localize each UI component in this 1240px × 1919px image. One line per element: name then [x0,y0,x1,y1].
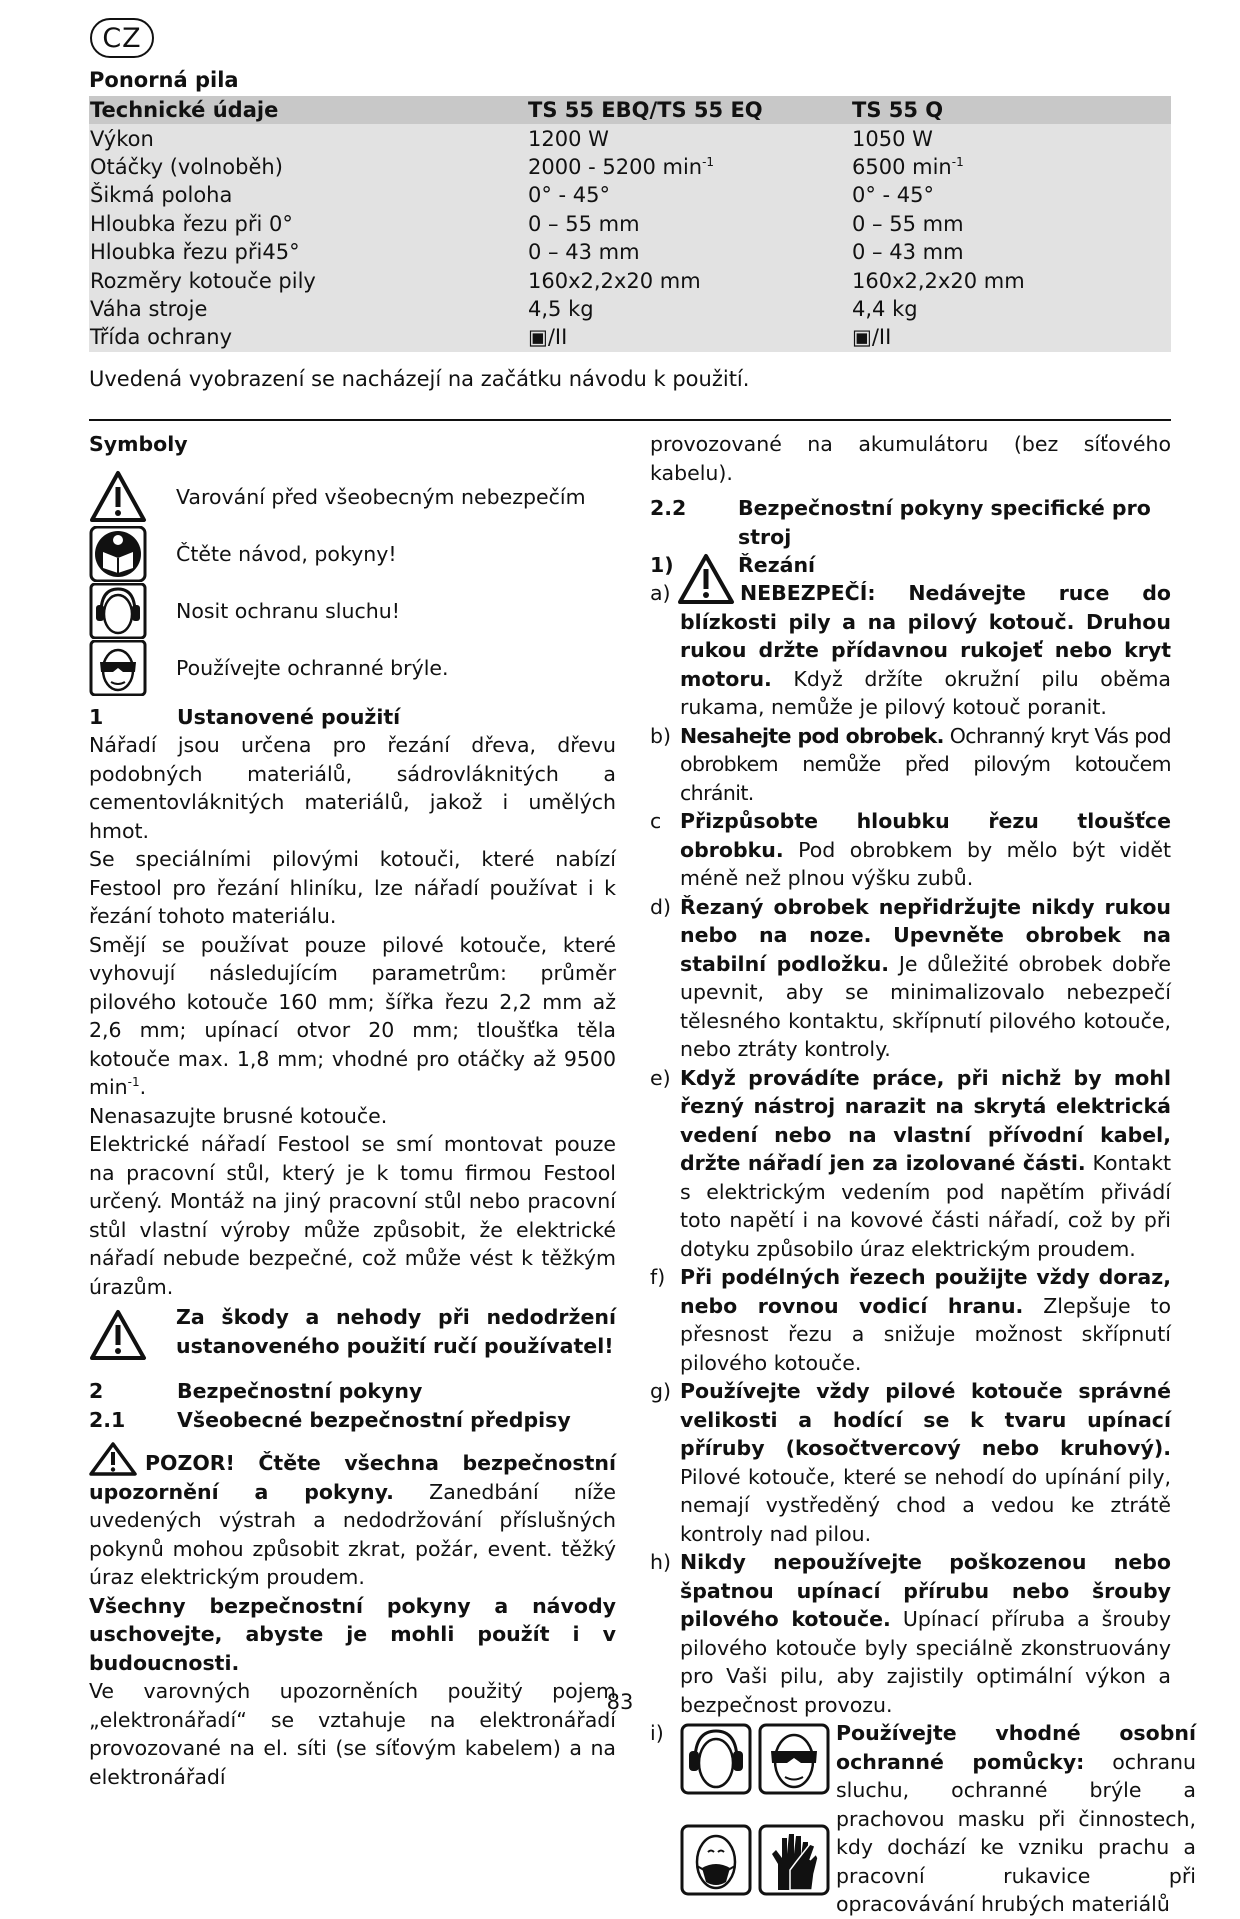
spec-cell: ▣/II [851,323,1171,351]
superscript: -1 [127,1075,140,1090]
list-item [650,1377,1171,1548]
item-bold: NEBEZPEČÍ: Nedávejte ruce do blízkosti pily a na pilový kotouč. Druhou rukou držte přídavnou rukojeť nebo kryt motoru. [680,581,1171,691]
spec-cell: Rozměry kotouče pily [89,266,527,294]
item-rest: Když držíte okružní pilu oběma rukama, nemůže je pilový kotouč poranit. [680,666,1171,719]
symbol-row [89,583,616,640]
paragraph: Se speciálními pilovými kotouči, které nabízí Festool pro řezání hliníku, lze nářadí používat i k řezání tohoto materiálu. [89,847,616,928]
paragraph: Nářadí jsou určena pro řezání dřeva, dřevu podobných materiálů, sádrovláknitých a cementovláknitých materiálů, jakož i umělých hmot. [89,733,616,843]
paragraph-end: . [139,1075,147,1099]
spec-header-cell: TS 55 EBQ/TS 55 EQ [527,96,851,124]
item-text [680,1263,1171,1377]
item-rest: Pilové kotouče, které se nehodí do upínání pily, nemají vystředěný chod a vedou ke ztrátě kontroly nad pilou. [680,1464,1171,1546]
paragraph-text: Zanedbání níže uvedených výstrah a nedodržování příslušných pokynů mohou způsobit zkrat, požár, event. těžký úraz elektrickým proudem. [89,1479,616,1589]
symbol-row [89,640,616,697]
spec-cell [527,153,851,181]
spec-cell [851,153,1171,181]
spec-cell: 1200 W [527,124,851,152]
spec-value: 2000 - 5200 min [528,154,703,179]
section-number: 2.2 [650,496,687,520]
item-bold: Řezaný obrobek nepřidržujte nikdy rukou nebo na noze. Upevněte obrobek na stabilní podložku. [680,894,1171,976]
list-item [650,1719,1196,1919]
warning-triangle-icon [89,469,147,525]
item-bold: Když provádíte práce, při nichž by mohl řezný nástroj narazit na skrytá elektrická vedení nebo na vlastní přívodní kabel, držte nářadí jen za izolované části. [680,1065,1171,1175]
paragraph: Nenasazujte brusné kotouče. [89,1103,388,1128]
section-number: 2 [89,1379,104,1403]
symbol-label: Čtěte návod, pokyny! [176,541,397,566]
superscript: -1 [702,154,715,169]
spec-row [89,210,1171,238]
spec-row [89,266,1171,294]
item-rest: Je důležité obrobek dobře upevnit, aby se minimalizovalo nebezpečí tělesného kontaktu, skřípnutí pilového kotouče, nebo ztráty kontroly. [680,951,1172,1061]
item-text [680,1377,1171,1548]
item-bold: Nikdy nepoužívejte poškozenou nebo špatnou upínací přírubu nebo šrouby pilového kotouče. [680,1550,1171,1631]
warning-block [89,1303,616,1363]
item-text [680,722,1171,808]
spec-cell: Třída ochrany [89,323,527,351]
spec-cell: 0 – 55 mm [527,210,851,238]
spec-cell: 0 – 55 mm [851,210,1171,238]
language-badge [90,18,154,58]
warning-triangle-icon [89,1309,147,1361]
spec-cell: 160x2,2x20 mm [851,266,1171,294]
spec-cell: 1050 W [851,124,1171,152]
spec-cell: ▣/II [527,323,851,351]
spec-cell: 0 – 43 mm [527,238,851,266]
spec-cell: Šikmá poloha [89,181,527,209]
spec-row [89,153,1171,181]
spec-cell: 160x2,2x20 mm [527,266,851,294]
spec-header-cell: Technické údaje [89,96,527,124]
gloves-icon [758,1824,830,1896]
divider [89,419,1171,421]
intro-text: Uvedená vyobrazení se nacházejí na začátku návodu k použití. [89,367,750,391]
spec-row [89,323,1171,351]
item-label: d) [650,894,672,919]
item-bold: Používejte vždy pilové kotouče správné velikosti a hodící se k tvaru upínací příruby (kosočtvercový nebo kruhový). [680,1379,1171,1460]
subsection-heading [650,494,1171,551]
list-item [650,807,1171,893]
section-title: Ustanovené použití [177,704,401,729]
ppe-block [680,1719,1196,1919]
item-bold: Používejte vhodné osobní ochranné pomůcky: [836,1721,1196,1774]
item-rest: Kontakt s elektrickým vedením pod napětím přivádí toto napětí i na kovové části nářadí, což by při dotyku způsobilo úraz elektrickým proudem. [680,1151,1172,1261]
spec-cell: 0 – 43 mm [851,238,1171,266]
paragraph [89,931,616,1102]
section-title: Všeobecné bezpečnostní předpisy [177,1407,571,1432]
safety-goggles-icon [89,640,147,696]
document-title: Ponorná pila [89,68,239,92]
spec-row [89,238,1171,266]
safety-goggles-icon [758,1723,830,1795]
item-rest: Zlepšuje to přesnost řezu a snižuje možnost skřípnutí pilového kotouče. [680,1293,1171,1375]
ear-protection-icon [680,1723,752,1795]
item-label: a) [650,581,671,605]
section-number: 2.1 [89,1407,126,1432]
item-text [680,893,1171,1064]
spec-row [89,124,1171,152]
item-text [680,579,1171,722]
read-manual-icon [89,526,147,582]
ear-protection-icon [89,583,147,639]
spec-header-row [89,96,1171,124]
section-title: Bezpečnostní pokyny [177,1379,423,1403]
paragraph [89,1442,616,1592]
paragraph: Elektrické nářadí Festool se smí montovat pouze na pracovní stůl, který je k tomu firmou Festool určený. Montáž na jiný pracovní stůl nebo pracovní stůl vlastní výroby může způsobit, že elektrické nářadí nebude bezpečné, což může vést k těžkým úrazům. [89,1132,616,1299]
item-rest: Upínací příruba a šrouby pilového kotouče byly speciálně zkonstruovány pro Vaši pilu, aby zajistily optimální výkon a bezpečnost provozu. [680,1607,1171,1717]
symbol-row [89,469,616,526]
subsection-heading [89,1406,616,1435]
list-item [650,1064,1171,1264]
symbol-label: Používejte ochranné brýle. [176,655,449,680]
item-text [680,1064,1171,1264]
section-number: 1 [89,704,104,729]
item-rest: ochranu sluchu, ochranné brýle a prachovou masku při činnostech, kdy dochází ke vzniku prachu a pracovní rukavice při opracovávání hrubých materiálů [836,1749,1196,1916]
superscript: -1 [951,154,964,169]
symbols-heading: Symboly [89,432,188,456]
item-bold: Nesahejte pod obrobek. [680,723,944,748]
spec-table [89,96,1171,352]
warning-triangle-icon [89,1442,137,1476]
item-bold: Přizpůsobte hloubku řezu tloušťce obrobku. [680,809,1171,862]
section-number: 1) [650,553,674,577]
section-heading [89,1377,616,1406]
spec-cell: 4,4 kg [851,295,1171,323]
paragraph-bold: POZOR! Čtěte všechna bezpečnostní upozornění a pokyny. [89,1451,616,1504]
item-rest: Pod obrobkem by mělo být vidět méně než plnou výšku zubů. [680,837,1171,890]
list-item [650,893,1171,1064]
item-label: h) [650,1550,671,1574]
symbol-label: Nosit ochranu sluchu! [176,598,400,623]
item-rest: Ochranný kryt Vás pod obrobkem nemůže před pilovým kotoučem chránit. [680,723,1171,805]
spec-row [89,181,1171,209]
item-label: b) [650,723,672,748]
paragraph-text: Smějí se používat pouze pilové kotouče, které vyhovují následujícím parametrům: průměr pilového kotouče 160 mm; šířka řezu 2,2 mm až 2,6 mm; upínací otvor 20 mm; tloušťka těla kotouče max. 1,8 mm; vhodné pro otáčky až 9500 min [89,932,616,1099]
page-number: 83 [606,1690,634,1714]
spec-cell: Váha stroje [89,295,527,323]
paragraph: provozované na akumulátoru (bez síťového kabelu). [650,432,1171,485]
warning-text: Za škody a nehody při nedodržení ustanoveného použití ručí používatel! [176,1305,616,1358]
section-title: Řezání [738,553,816,577]
spec-header-cell: TS 55 Q [851,96,1171,124]
item-text [680,807,1171,893]
symbol-row [89,526,616,583]
item-label: i) [650,1721,664,1745]
symbol-label: Varování před všeobecným nebezpečím [176,484,586,509]
spec-value: 6500 min [852,154,952,179]
spec-cell: Otáčky (volnoběh) [89,153,527,181]
spec-cell: 4,5 kg [527,295,851,323]
section-heading [89,703,616,732]
left-column [89,430,616,1791]
item-label: e) [650,1065,671,1090]
list-item [650,1263,1171,1377]
item-label: f) [650,1265,666,1289]
paragraph: Ve varovných upozorněních použitý pojem „elektronářadí“ se vztahuje na elektronářadí provozované na el. síti (se síťovým kabelem) a na elektronářadí [89,1679,616,1789]
spec-row [89,295,1171,323]
spec-cell: Hloubka řezu při 0° [89,210,527,238]
spec-cell: 0° - 45° [527,181,851,209]
item-bold: Při podélných řezech použijte vždy doraz, nebo rovnou vodicí hranu. [680,1265,1171,1318]
dust-mask-icon [680,1824,752,1896]
list-item [650,722,1171,808]
item-label: c [650,809,662,833]
spec-cell: Výkon [89,124,527,152]
paragraph: Všechny bezpečnostní pokyny a návody uschovejte, abyste je mohli použít i v budoucnosti. [89,1593,616,1675]
list-item [650,579,1171,722]
item-label: g) [650,1379,672,1403]
spec-cell: Hloubka řezu při45° [89,238,527,266]
ppe-icon-grid [680,1723,830,1919]
spec-cell: 0° - 45° [851,181,1171,209]
item-text [836,1719,1196,1919]
section-title: Bezpečnostní pokyny specifické pro stroj [738,496,1151,549]
language-code: CZ [102,22,142,54]
